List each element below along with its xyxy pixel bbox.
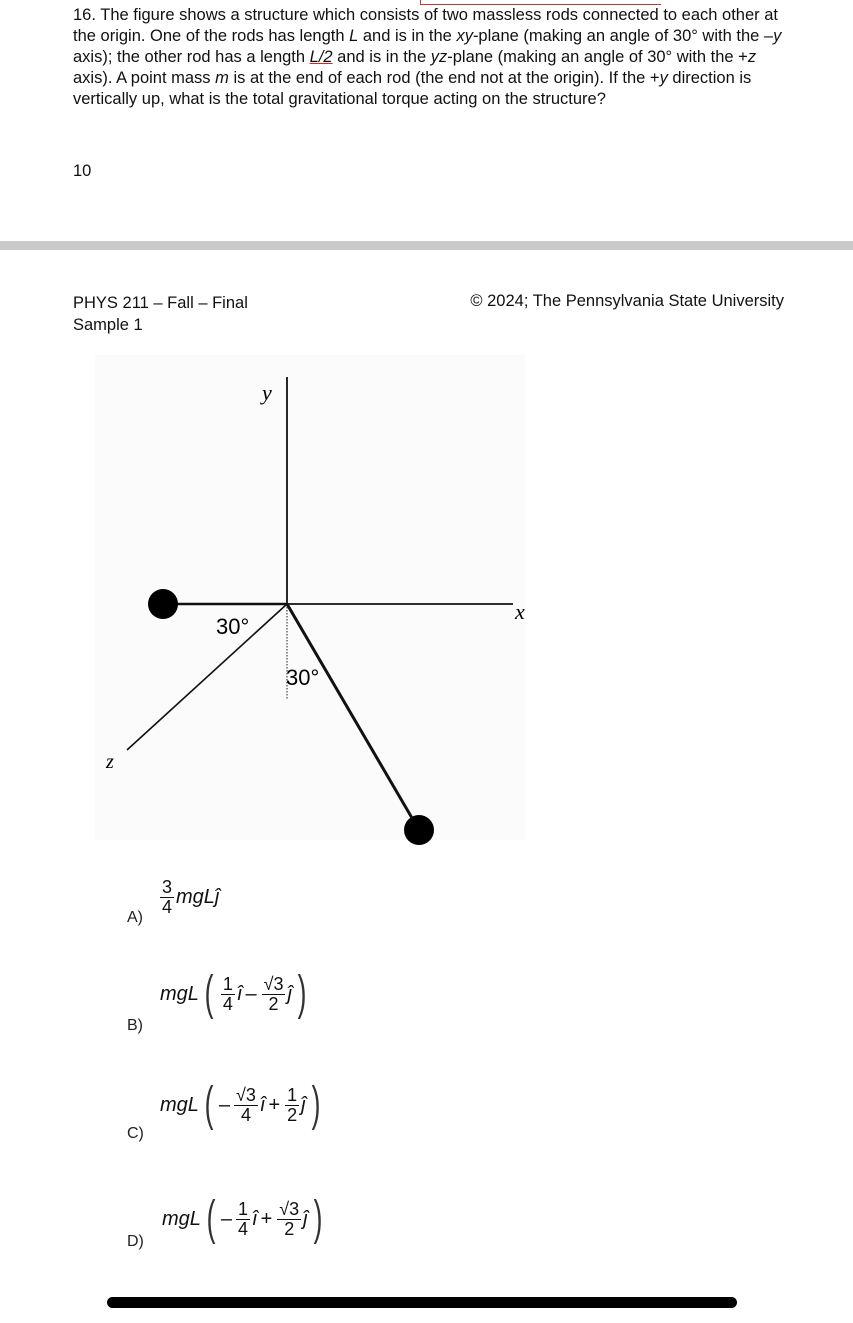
option-c-expression[interactable]: mgL ( – $\frac{√3}{4}$ î + $\frac{1}{2}$ ĵ ) (160, 1078, 321, 1131)
question-text: 16. The figure shows a structure which consists of two massless rods connected to each other at the origin. One of the rods has length L and is in the xy-plane (making an angle of 30° with the –y axis); the other rod has a length L/2 and is in the yz-plane (making an angle of 30° with the +z axis). A point mass m is at the end of each rod (the end not at the origin). If the +y direction is vertically up, what is the total gravitational torque acting on the structure? (73, 6, 782, 108)
option-d-label: D) (127, 1233, 144, 1250)
copyright-notice: © 2024; The Pennsylvania State University (470, 292, 784, 310)
x-axis-label: x (515, 599, 525, 624)
page-divider (0, 241, 853, 250)
angle-label-yz: 30° (286, 665, 320, 690)
option-a-label: A) (127, 909, 143, 926)
z-axis-label: z (106, 751, 114, 773)
course-header (73, 292, 248, 336)
option-c-label: C) (127, 1125, 144, 1142)
y-axis-label: y (262, 380, 272, 405)
point-mass-right (404, 815, 434, 845)
course-title: PHYS 211 – Fall – Final (73, 294, 248, 312)
answer-count: 10 (73, 162, 92, 180)
option-b-expression[interactable]: mgL ( $\frac{1}{4}$ î – $\frac{√3}{2}$ ĵ ) (160, 967, 307, 1020)
option-a-expression[interactable]: $\frac{3}{4}$ mgLĵ (162, 877, 220, 917)
point-mass-left (148, 589, 178, 619)
home-indicator[interactable] (107, 1297, 737, 1308)
sample-label: Sample 1 (73, 316, 143, 334)
option-d-expression[interactable]: mgL ( – $\frac{1}{4}$ î + $\frac{√3}{2}$ ĵ ) (162, 1192, 323, 1245)
option-b-label: B) (127, 1017, 143, 1034)
option-a-fraction: $\frac{3}{4}$ (162, 877, 173, 917)
angle-label-xy: 30° (216, 614, 250, 639)
structure-figure (0, 355, 853, 855)
